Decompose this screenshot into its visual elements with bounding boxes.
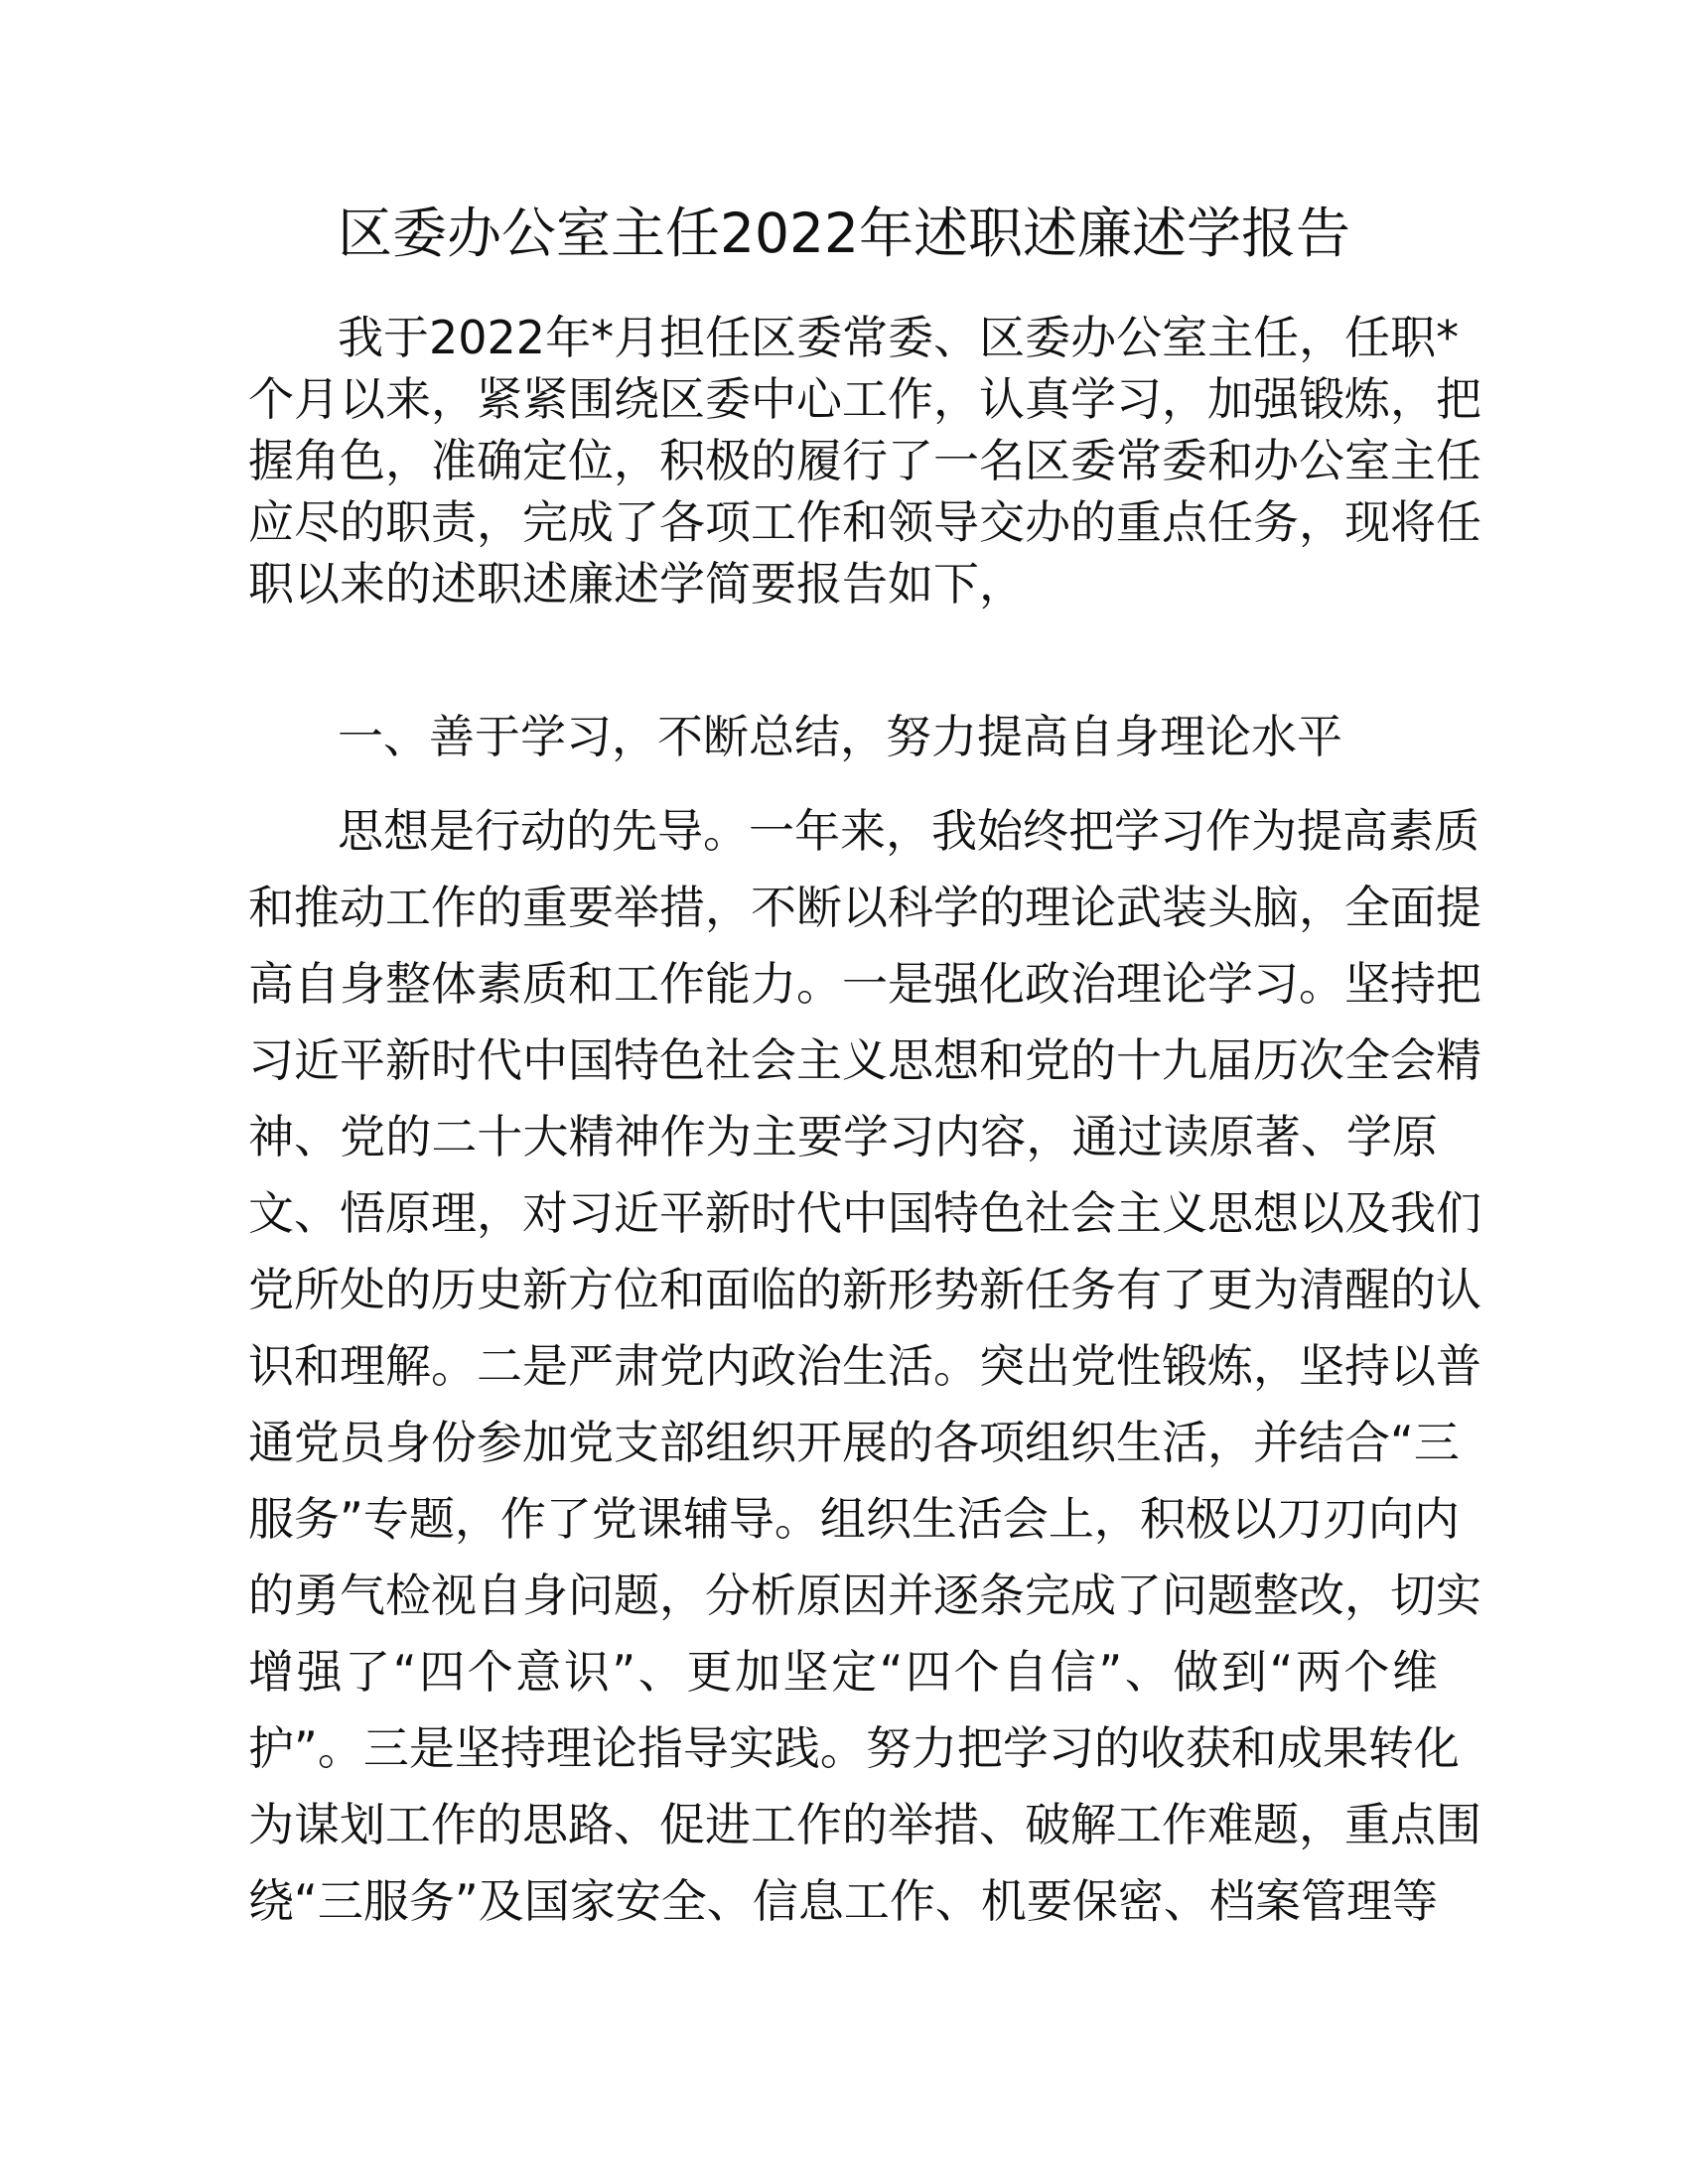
document-title: 区委办公室主任2022年述职述廉述学报告 (338, 202, 1350, 265)
paragraph-line: 服务”专题，作了党课辅导。组织生活会上，积极以刀刃向内 (248, 1492, 1460, 1546)
paragraph-line: 的勇气检视自身问题，分析原因并逐条完成了问题整改，切实 (248, 1569, 1481, 1622)
paragraph-line: 文、悟原理，对习近平新时代中国特色社会主义思想以及我们 (248, 1186, 1481, 1240)
paragraph-line: 职以来的述职述廉述学简要报告如下， (248, 557, 1025, 611)
paragraph-line: 增强了“四个意识”、更加坚定“四个自信”、做到“两个维 (248, 1645, 1438, 1699)
paragraph-line: 高自身整体素质和工作能力。一是强化政治理论学习。坚持把 (248, 957, 1481, 1011)
paragraph-line: 和推动工作的重要举措，不断以科学的理论武装头脑，全面提 (248, 881, 1481, 934)
section-heading: 一、善于学习，不断总结，努力提高自身理论水平 (338, 710, 1342, 763)
paragraph-line: 个月以来，紧紧围绕区委中心工作，认真学习，加强锻炼，把 (248, 372, 1481, 426)
paragraph-line: 通党员身份参加党支部组织开展的各项组织生活，并结合“三 (248, 1416, 1460, 1469)
paragraph-line: 我于2022年*月担任区委常委、区委办公室主任，任职* (338, 311, 1460, 364)
paragraph-line: 神、党的二十大精神作为主要学习内容，通过读原著、学原 (248, 1110, 1438, 1163)
paragraph-line: 握角色，准确定位，积极的履行了一名区委常委和办公室主任 (248, 434, 1481, 487)
paragraph-line: 习近平新时代中国特色社会主义思想和党的十九届历次全会精 (248, 1033, 1481, 1087)
paragraph-line: 为谋划工作的思路、促进工作的举措、破解工作难题，重点围 (248, 1798, 1481, 1851)
paragraph-line: 护”。三是坚持理论指导实践。努力把学习的收获和成果转化 (248, 1721, 1460, 1775)
paragraph-line: 识和理解。二是严肃党内政治生活。突出党性锻炼，坚持以普 (248, 1339, 1481, 1393)
paragraph-line: 绕“三服务”及国家安全、信息工作、机要保密、档案管理等 (248, 1874, 1438, 1928)
paragraph-line: 思想是行动的先导。一年来，我始终把学习作为提高素质 (338, 804, 1479, 858)
paragraph-line: 应尽的职责，完成了各项工作和领导交办的重点任务，现将任 (248, 495, 1481, 549)
paragraph-line: 党所处的历史新方位和面临的新形势新任务有了更为清醒的认 (248, 1263, 1481, 1316)
